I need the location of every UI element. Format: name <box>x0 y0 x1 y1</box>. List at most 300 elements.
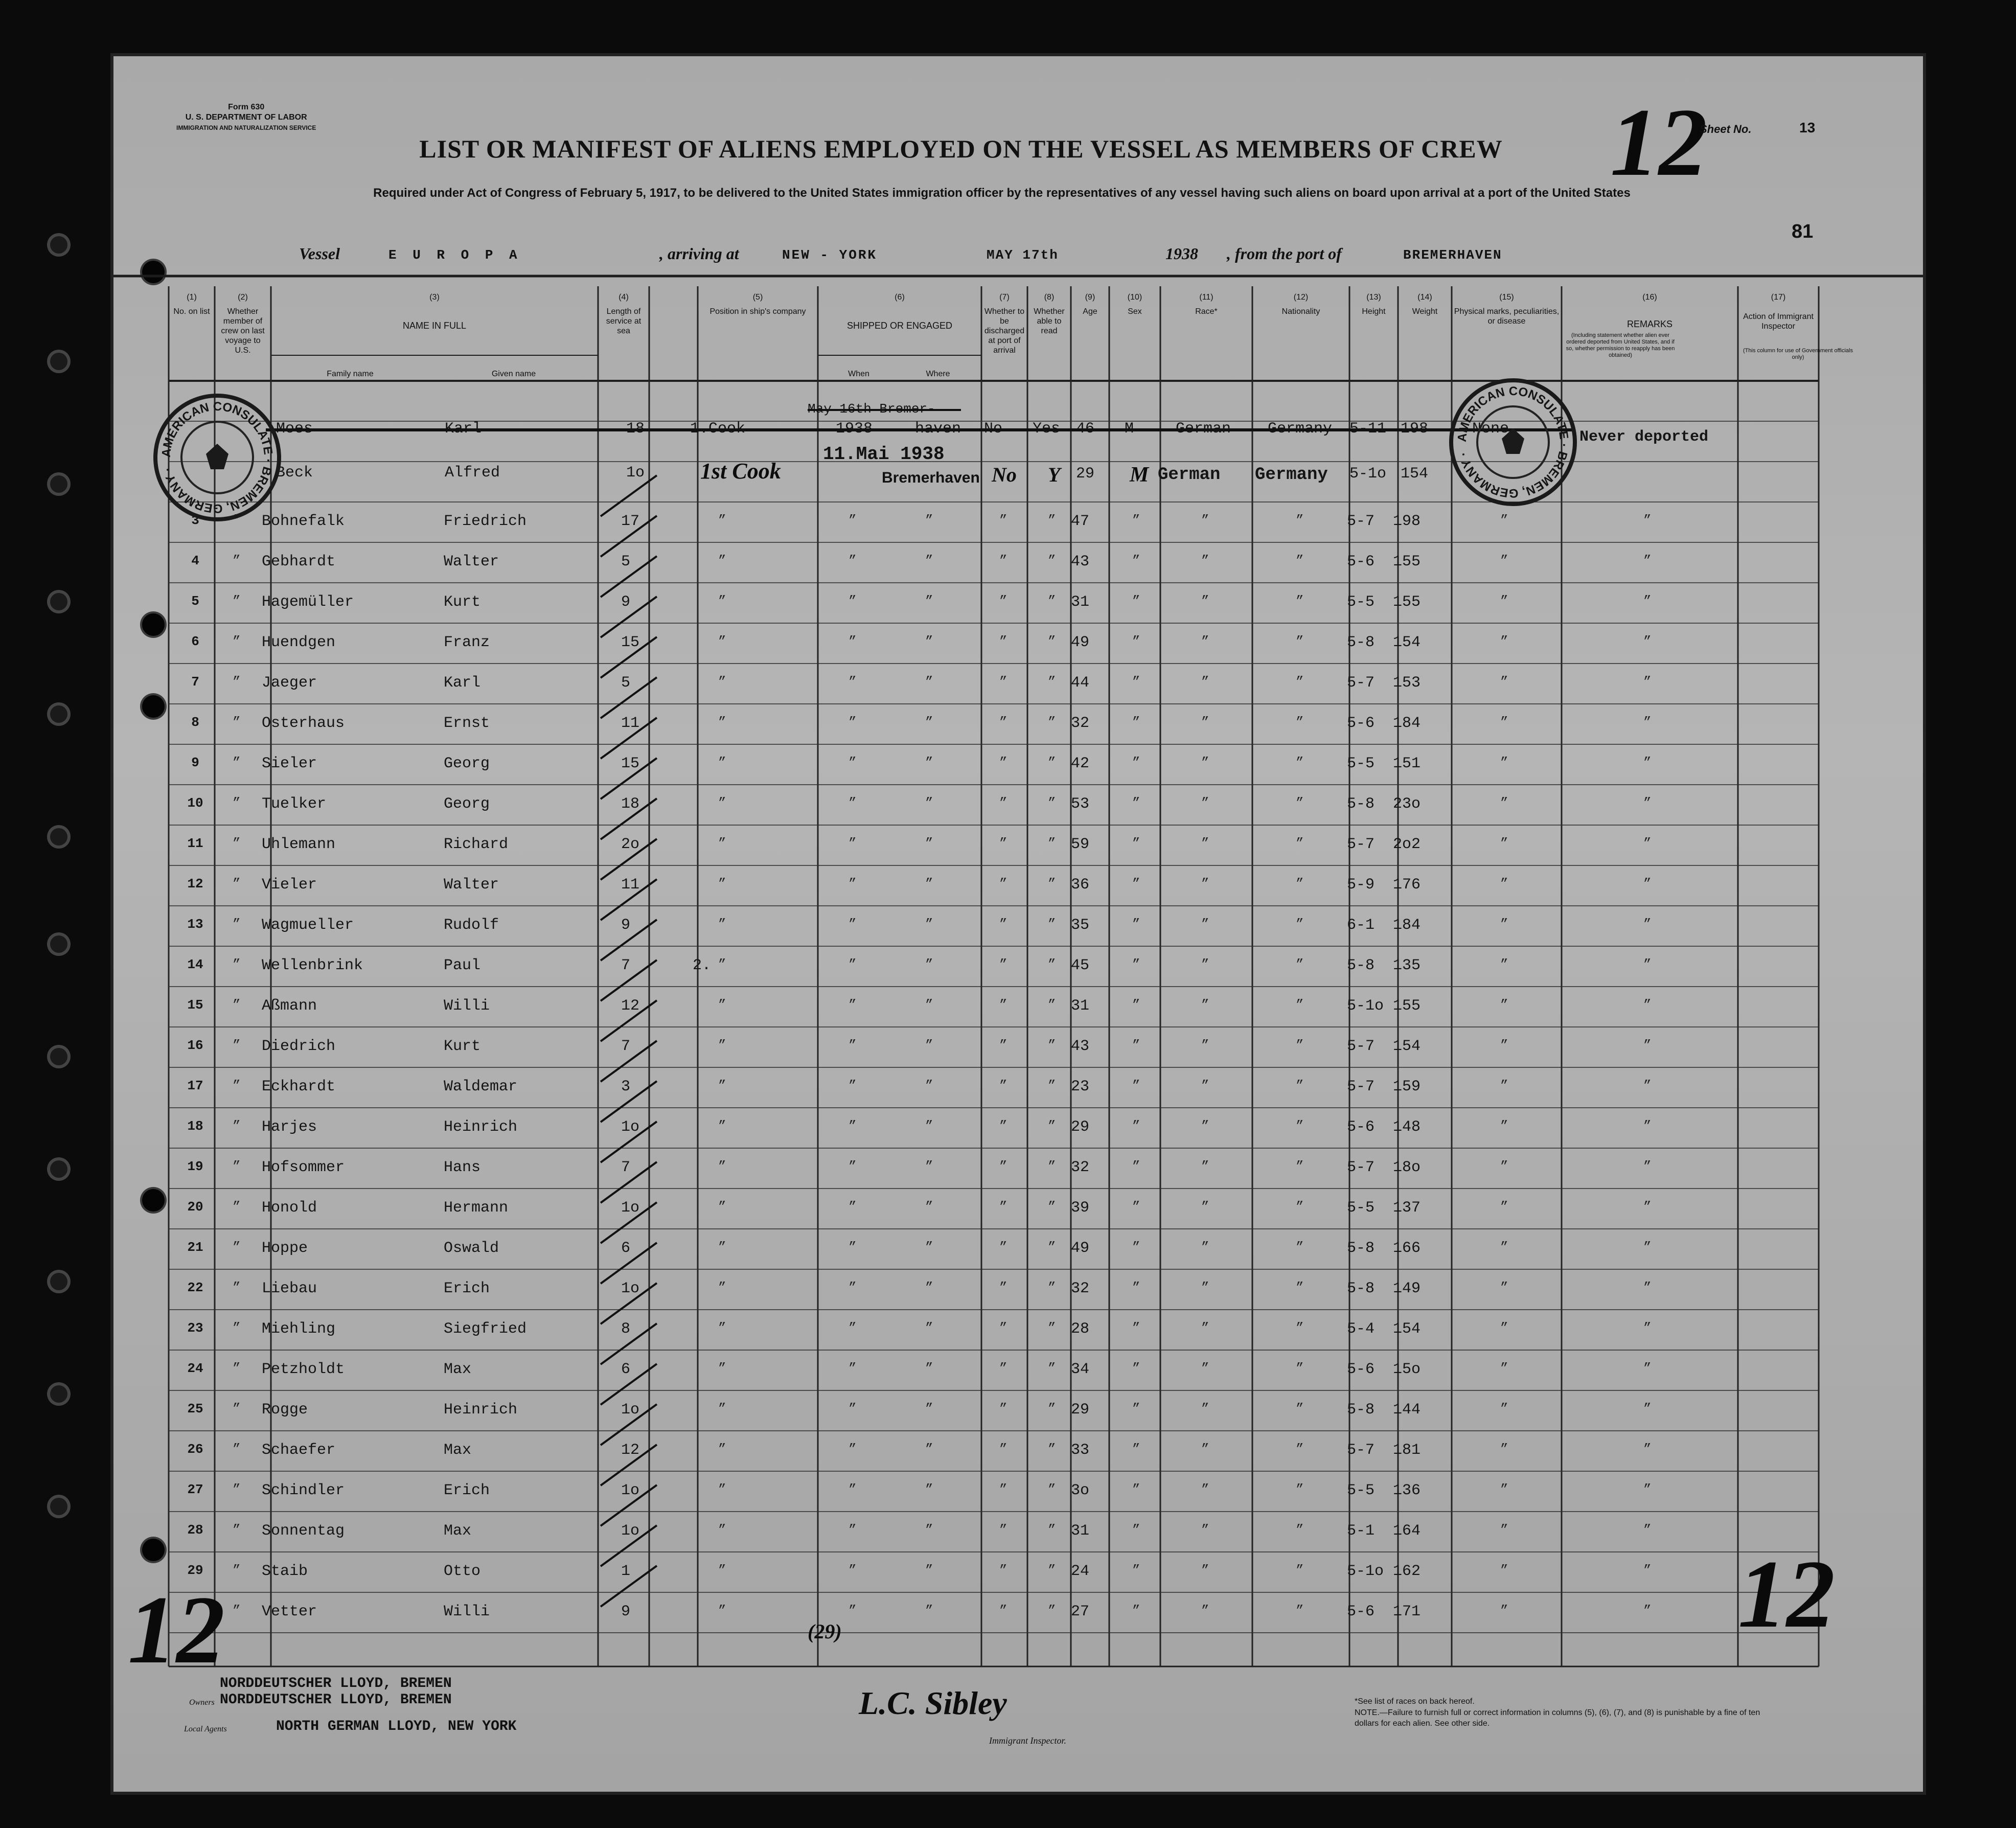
ditto-mark: ” <box>1201 1280 1209 1295</box>
arrival-year: 1938 <box>1165 244 1198 263</box>
tally-slash <box>601 1041 657 1082</box>
height: 5-8 <box>1347 1240 1375 1257</box>
service-length: 1o <box>621 1522 640 1540</box>
ditto-mark: ” <box>718 1482 726 1497</box>
ditto-mark: ” <box>849 795 857 811</box>
family-name: Hagemüller <box>262 593 354 611</box>
ditto-mark: ” <box>1296 795 1304 811</box>
ditto-mark: ” <box>849 1320 857 1336</box>
ditto-mark: ” <box>849 1401 857 1416</box>
tally-slash <box>601 1122 657 1162</box>
ditto-mark: ” <box>1132 1280 1140 1295</box>
ditto-mark: ” <box>999 1563 1007 1578</box>
weight: 184 <box>1393 917 1421 934</box>
ditto-mark: ” <box>1048 1482 1056 1497</box>
service-length: 7 <box>621 957 631 974</box>
ditto-mark: ” <box>1132 997 1140 1013</box>
service-length: 2o <box>621 836 640 853</box>
column-number: (12) <box>1293 293 1309 302</box>
ditto-mark: ” <box>1048 1078 1056 1093</box>
given-name: Friedrich <box>444 513 527 530</box>
row-number: 7 <box>191 674 199 690</box>
remarks-note: (Including statement whether alien ever ordered deported from United States, and if so, whether permission to reapply has been obtained) <box>1566 332 1675 358</box>
family-name: Wagmueller <box>262 917 354 934</box>
ditto-mark: ” <box>1132 1603 1140 1618</box>
ditto-mark: ” <box>1500 755 1508 770</box>
ditto-mark: ” <box>718 917 726 932</box>
ditto-mark: ” <box>718 553 726 568</box>
weight: 154 <box>1393 1038 1421 1055</box>
ditto-mark: ” <box>1048 755 1056 770</box>
family-name: Petzholdt <box>262 1361 345 1378</box>
ditto-mark: ” <box>718 1401 726 1416</box>
age: 29 <box>1076 465 1095 483</box>
tally-slash <box>601 1243 657 1284</box>
given-name: Kurt <box>444 593 481 611</box>
service-length: 5 <box>621 674 631 692</box>
weight: 154 <box>1393 634 1421 651</box>
count-note: (29) <box>808 1620 842 1643</box>
subheader-family: Family name <box>327 370 374 378</box>
ditto-mark: ” <box>718 957 726 972</box>
given-name: Richard <box>444 836 509 853</box>
row-number: 21 <box>187 1240 203 1255</box>
ditto-mark: ” <box>1132 634 1140 649</box>
given-name: Walter <box>444 553 499 570</box>
tally-slash <box>601 1202 657 1243</box>
ditto-mark: ” <box>1201 634 1209 649</box>
arriving-label: , arriving at <box>659 244 739 263</box>
ditto-mark: ” <box>849 1118 857 1134</box>
service-length: 15 <box>621 755 640 772</box>
subheader-where: Where <box>926 370 950 378</box>
weight: 2o2 <box>1393 836 1421 853</box>
family-name: Aßmann <box>262 997 317 1015</box>
height: 5-1o <box>1349 465 1387 483</box>
service-length: 7 <box>621 1038 631 1055</box>
column-label: Whether member of crew on last voyage to U.S. <box>221 307 265 355</box>
age: 42 <box>1071 755 1090 772</box>
column-label: NAME IN FULL <box>402 321 467 331</box>
ditto-mark: ” <box>925 1240 933 1255</box>
ditto-mark: ” <box>999 836 1007 851</box>
ditto-mark: ” <box>718 1320 726 1336</box>
column-label: Physical marks, peculiarities, or disease <box>1454 307 1560 326</box>
ditto-mark: ” <box>233 715 241 730</box>
inspector-label: Immigrant Inspector. <box>989 1735 1066 1746</box>
ditto-mark: ” <box>1296 957 1304 972</box>
row-number: 28 <box>187 1522 203 1538</box>
column-label: Position in ship's company <box>709 307 806 316</box>
ditto-mark: ” <box>1296 997 1304 1013</box>
ditto-mark: ” <box>925 876 933 892</box>
tally-slash <box>601 1404 657 1445</box>
ditto-mark: ” <box>718 1280 726 1295</box>
ditto-mark: ” <box>1201 715 1209 730</box>
ditto-mark: ” <box>1296 674 1304 690</box>
ditto-mark: ” <box>233 513 241 528</box>
weight: 18o <box>1393 1159 1421 1176</box>
tally-slash <box>601 556 657 597</box>
ditto-mark: ” <box>233 1280 241 1295</box>
column-number: (7) <box>999 293 1010 302</box>
ditto-mark: ” <box>925 795 933 811</box>
row-number: 15 <box>187 997 203 1013</box>
column-number: (13) <box>1366 293 1381 302</box>
ditto-mark: ” <box>1132 1522 1140 1538</box>
ditto-mark: ” <box>849 1078 857 1093</box>
family-name: Uhlemann <box>262 836 336 853</box>
handwritten-sheet-number: 12 <box>1610 89 1707 196</box>
ditto-mark: ” <box>999 755 1007 770</box>
tally-slash <box>601 1162 657 1203</box>
service-length: 17 <box>621 513 640 530</box>
ditto-mark: ” <box>1643 1078 1652 1093</box>
ditto-mark: ” <box>1201 593 1209 609</box>
ditto-mark: ” <box>925 836 933 851</box>
ditto-mark: ” <box>1132 1442 1140 1457</box>
ditto-mark: ” <box>925 1603 933 1618</box>
ditto-mark: ” <box>1132 513 1140 528</box>
ditto-mark: ” <box>233 1199 241 1215</box>
age: 39 <box>1071 1199 1090 1217</box>
ditto-mark: ” <box>233 1159 241 1174</box>
service-length: 11 <box>621 876 640 894</box>
ditto-mark: ” <box>1296 836 1304 851</box>
ditto-mark: ” <box>1643 1442 1652 1457</box>
ditto-mark: ” <box>849 997 857 1013</box>
ditto-mark: ” <box>233 674 241 690</box>
row-number: 22 <box>187 1280 203 1295</box>
ditto-mark: ” <box>925 957 933 972</box>
row-number: 5 <box>191 593 199 609</box>
sheet-number: 13 <box>1799 120 1816 135</box>
ditto-mark: ” <box>1201 997 1209 1013</box>
ditto-mark: ” <box>233 1240 241 1255</box>
ditto-mark: ” <box>1643 997 1652 1013</box>
ditto-mark: ” <box>233 1361 241 1376</box>
tally-slash <box>601 1525 657 1566</box>
tally-slash <box>601 677 657 718</box>
ditto-mark: ” <box>1132 1482 1140 1497</box>
engaged-stamp-place: Bremerhaven <box>882 469 980 486</box>
service-length: 1o <box>621 1482 640 1499</box>
row-number: 18 <box>187 1118 203 1134</box>
ditto-mark: ” <box>718 513 726 528</box>
service-length: 8 <box>621 1320 631 1338</box>
ditto-mark: ” <box>1132 1078 1140 1093</box>
age: 44 <box>1071 674 1090 692</box>
tally-slash <box>601 1323 657 1364</box>
position-handwritten: 1st Cook <box>700 459 781 484</box>
family-name: Eckhardt <box>262 1078 336 1095</box>
given-name: Kurt <box>444 1038 481 1055</box>
ditto-mark: ” <box>925 1320 933 1336</box>
height: 5-9 <box>1347 876 1375 894</box>
ditto-mark: ” <box>849 1442 857 1457</box>
column-number: (9) <box>1085 293 1095 302</box>
ditto-mark: ” <box>1500 1280 1508 1295</box>
ditto-mark: ” <box>1296 755 1304 770</box>
ditto-mark: ” <box>1500 917 1508 932</box>
weight: 154 <box>1401 465 1429 483</box>
ditto-mark: ” <box>1132 1563 1140 1578</box>
ditto-mark: ” <box>999 1482 1007 1497</box>
column-number: (8) <box>1044 293 1055 302</box>
ditto-mark: ” <box>1201 1522 1209 1538</box>
service-length: 1o <box>621 1280 640 1297</box>
ditto-mark: ” <box>1296 634 1304 649</box>
ditto-mark: ” <box>1296 917 1304 932</box>
sheet-label: Sheet No. <box>1700 123 1752 135</box>
ditto-mark: ” <box>1201 755 1209 770</box>
ditto-mark: ” <box>1201 1442 1209 1457</box>
age: 32 <box>1071 1280 1090 1297</box>
weight: 176 <box>1393 876 1421 894</box>
ditto-mark: ” <box>718 1563 726 1578</box>
ditto-mark: ” <box>1500 634 1508 649</box>
ditto-mark: ” <box>233 1078 241 1093</box>
tally-slash <box>601 839 657 880</box>
weight: 148 <box>1393 1118 1421 1136</box>
ditto-mark: ” <box>999 715 1007 730</box>
service: IMMIGRATION AND NATURALIZATION SERVICE <box>176 124 316 131</box>
ditto-mark: ” <box>925 1361 933 1376</box>
service-length: 6 <box>621 1240 631 1257</box>
age: 29 <box>1071 1118 1090 1136</box>
ditto-mark: ” <box>1048 634 1056 649</box>
ditto-mark: ” <box>1132 1199 1140 1215</box>
age: 43 <box>1071 1038 1090 1055</box>
ditto-mark: ” <box>1643 1361 1652 1376</box>
engaged-stamp-date: 11.Mai 1938 <box>823 444 945 465</box>
weight: 153 <box>1393 674 1421 692</box>
height: 5-6 <box>1347 553 1375 570</box>
family-name: Schaefer <box>262 1442 336 1459</box>
ditto-mark: ” <box>1296 553 1304 568</box>
ditto-mark: ” <box>718 715 726 730</box>
ditto-mark: ” <box>925 513 933 528</box>
ditto-mark: ” <box>1296 1482 1304 1497</box>
ditto-mark: ” <box>925 593 933 609</box>
family-name: Sonnentag <box>262 1522 345 1540</box>
ditto-mark: ” <box>1048 795 1056 811</box>
consulate-stamp-right <box>1449 378 1577 506</box>
ditto-mark: ” <box>1048 917 1056 932</box>
ditto-mark: ” <box>1048 593 1056 609</box>
height: 5-7 <box>1347 674 1375 692</box>
ditto-mark: ” <box>1132 1361 1140 1376</box>
ditto-mark: ” <box>1201 1482 1209 1497</box>
ditto-mark: ” <box>1296 1199 1304 1215</box>
subheader-when: When <box>848 370 869 378</box>
tally-slash <box>601 920 657 961</box>
column-label: No. on list <box>173 307 210 316</box>
column-label: Whether able to read <box>1034 307 1065 335</box>
family-name: Jaeger <box>262 674 317 692</box>
ditto-mark: ” <box>1500 1320 1508 1336</box>
arrival-port: NEW - YORK <box>782 247 878 263</box>
ditto-mark: ” <box>999 997 1007 1013</box>
ditto-mark: ” <box>1201 836 1209 851</box>
given-name: Georg <box>444 755 490 772</box>
column-number: (14) <box>1417 293 1432 302</box>
struck-remarks: Never deported <box>1579 428 1709 446</box>
sex-handwritten: M <box>1130 463 1149 487</box>
family-name: Vieler <box>262 876 317 894</box>
agents-label: Local Agents <box>184 1725 227 1733</box>
stamp-text: AMERICAN CONSULATE · BREMEN, GERMANY · <box>1455 384 1571 500</box>
given-name: Alfred <box>445 464 500 482</box>
ditto-mark: ” <box>1132 836 1140 851</box>
family-name: Huendgen <box>262 634 336 651</box>
ditto-mark: ” <box>1048 1401 1056 1416</box>
service-length: 1o <box>621 1199 640 1217</box>
weight: 171 <box>1393 1603 1421 1620</box>
height: 5-5 <box>1347 1482 1375 1499</box>
weight: 155 <box>1393 553 1421 570</box>
given-name: Hermann <box>444 1199 509 1217</box>
height: 5-6 <box>1347 1361 1375 1378</box>
weight: 135 <box>1393 957 1421 974</box>
ditto-mark: ” <box>233 1482 241 1497</box>
age: 49 <box>1071 1240 1090 1257</box>
row-number: 25 <box>187 1401 203 1416</box>
service-length: 5 <box>621 553 631 570</box>
ditto-mark: ” <box>849 1280 857 1295</box>
given-name: Max <box>444 1522 472 1540</box>
height: 5-5 <box>1347 593 1375 611</box>
ditto-mark: ” <box>1500 1118 1508 1134</box>
ditto-mark: ” <box>1201 1603 1209 1618</box>
age: 27 <box>1071 1603 1090 1620</box>
ditto-mark: ” <box>1296 1522 1304 1538</box>
ditto-mark: ” <box>999 513 1007 528</box>
height: 5-7 <box>1347 513 1375 530</box>
age: 35 <box>1071 917 1090 934</box>
family-name: Bohnefalk <box>262 513 345 530</box>
ditto-mark: ” <box>233 917 241 932</box>
column-number: (4) <box>618 293 629 302</box>
ditto-mark: ” <box>1296 1401 1304 1416</box>
service-length: 1o <box>621 1401 640 1419</box>
ditto-mark: ” <box>1296 1240 1304 1255</box>
ditto-mark: ” <box>233 1320 241 1336</box>
row-number: 17 <box>187 1078 203 1093</box>
ditto-mark: ” <box>1296 1603 1304 1618</box>
weight: 155 <box>1393 997 1421 1015</box>
column-number: (11) <box>1199 293 1213 302</box>
vessel-label: Vessel <box>299 244 340 263</box>
weight: 159 <box>1393 1078 1421 1095</box>
age: 31 <box>1071 1522 1090 1540</box>
row-number: 29 <box>187 1563 203 1578</box>
age: 3o <box>1071 1482 1090 1499</box>
ditto-mark: ” <box>1048 1320 1056 1336</box>
ditto-mark: ” <box>1201 917 1209 932</box>
given-name: Walter <box>444 876 499 894</box>
ditto-mark: ” <box>1296 1159 1304 1174</box>
given-name: Max <box>444 1442 472 1459</box>
height: 5-8 <box>1347 1280 1375 1297</box>
ditto-mark: ” <box>1500 1240 1508 1255</box>
ditto-mark: ” <box>925 1199 933 1215</box>
column-label: Whether to be discharged at port of arrival <box>984 307 1025 355</box>
ditto-mark: ” <box>1132 553 1140 568</box>
ditto-mark: ” <box>1296 593 1304 609</box>
ditto-mark: ” <box>1500 1361 1508 1376</box>
ditto-mark: ” <box>718 836 726 851</box>
ditto-mark: ” <box>849 513 857 528</box>
ditto-mark: ” <box>1048 1522 1056 1538</box>
ditto-mark: ” <box>1500 1442 1508 1457</box>
given-name: Paul <box>444 957 481 974</box>
ditto-mark: ” <box>1643 1401 1652 1416</box>
tally-slash <box>601 718 657 759</box>
family-name: Staib <box>262 1563 308 1580</box>
given-name: Oswald <box>444 1240 499 1257</box>
ditto-mark: ” <box>925 997 933 1013</box>
ditto-mark: ” <box>1500 593 1508 609</box>
ditto-mark: ” <box>1048 1240 1056 1255</box>
given-name: Rudolf <box>444 917 499 934</box>
ditto-mark: ” <box>1643 1522 1652 1538</box>
ditto-mark: ” <box>1500 836 1508 851</box>
ditto-mark: ” <box>1296 1361 1304 1376</box>
row-number: 27 <box>187 1482 203 1497</box>
ditto-mark: ” <box>1643 553 1652 568</box>
from-port: BREMERHAVEN <box>1403 247 1502 263</box>
column-label: Sex <box>1128 307 1142 316</box>
ditto-mark: ” <box>1201 1199 1209 1215</box>
ditto-mark: ” <box>1643 1320 1652 1336</box>
tally-slash <box>601 1485 657 1526</box>
column-label: Weight <box>1412 307 1438 316</box>
height: 5-8 <box>1347 795 1375 813</box>
height: 5-4 <box>1347 1320 1375 1338</box>
tally-slash <box>601 1000 657 1041</box>
ditto-mark: ” <box>718 1038 726 1053</box>
age: 31 <box>1071 997 1090 1015</box>
ditto-mark: ” <box>718 1361 726 1376</box>
family-name: Vetter <box>262 1603 317 1620</box>
family-name: Honold <box>262 1199 317 1217</box>
ditto-mark: ” <box>1643 876 1652 892</box>
tally-slash <box>601 475 657 516</box>
row-number: 11 <box>187 836 203 851</box>
handwritten-12-left: 12 <box>128 1576 225 1684</box>
ditto-mark: ” <box>925 755 933 770</box>
ditto-mark: ” <box>1132 1038 1140 1053</box>
ditto-mark: ” <box>849 876 857 892</box>
ditto-mark: ” <box>999 917 1007 932</box>
tally-slash <box>601 1283 657 1324</box>
row-number: 9 <box>191 755 199 770</box>
ditto-mark: ” <box>1500 1078 1508 1093</box>
ditto-mark: ” <box>849 957 857 972</box>
ditto-mark: ” <box>718 1240 726 1255</box>
ditto-mark: ” <box>925 1118 933 1134</box>
service-length: 1o <box>626 464 645 482</box>
ditto-mark: ” <box>1643 634 1652 649</box>
family-name: Sieler <box>262 755 317 772</box>
ditto-mark: ” <box>1643 917 1652 932</box>
ditto-mark: ” <box>1048 1199 1056 1215</box>
read-handwritten: Y <box>1048 463 1061 486</box>
ditto-mark: ” <box>1132 755 1140 770</box>
service-length: 9 <box>621 1603 631 1620</box>
height: 5-7 <box>1347 1038 1375 1055</box>
